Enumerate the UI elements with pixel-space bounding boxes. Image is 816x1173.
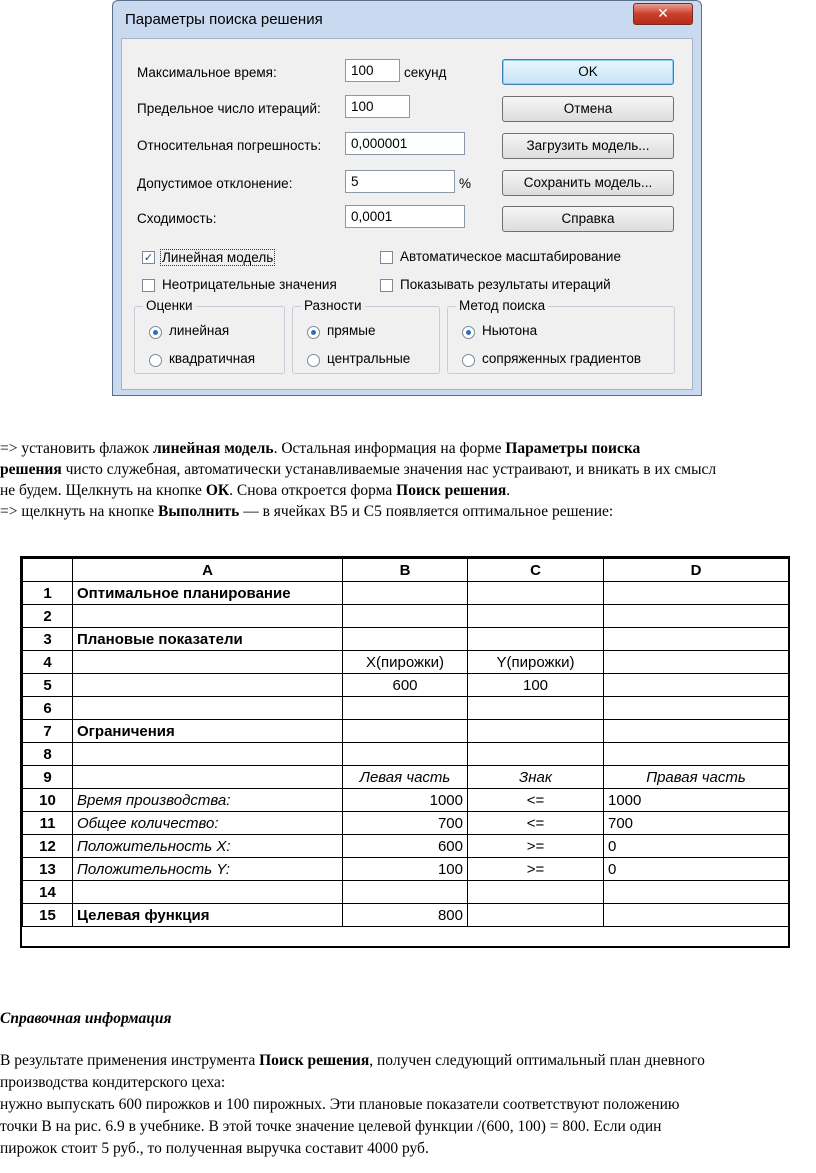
- tolerance-input[interactable]: 5: [345, 170, 455, 193]
- table-row: [23, 720, 789, 743]
- cell-a10: Время производства:: [73, 789, 343, 812]
- search-method-group-title: Метод поиска: [456, 298, 548, 313]
- reference-line-2: производства кондитерского цеха:: [0, 1074, 226, 1091]
- dialog-body: [121, 38, 693, 390]
- column-header: C: [468, 559, 604, 582]
- table-row: [23, 582, 789, 605]
- cell-d15: [604, 904, 789, 927]
- linear-model-label[interactable]: Линейная модель: [162, 250, 274, 265]
- cell-c1: [468, 582, 604, 605]
- cell-d5: [604, 674, 789, 697]
- nonnegative-label[interactable]: Неотрицательные значения: [162, 277, 337, 292]
- cell-d4: [604, 651, 789, 674]
- cell-b14: [343, 881, 468, 904]
- convergence-input[interactable]: 0,0001: [345, 205, 465, 228]
- solver-options-dialog: [112, 0, 702, 396]
- table-row: [23, 812, 789, 835]
- table-row: [23, 743, 789, 766]
- reference-line-3: нужно выпускать 600 пирожков и 100 пирожных. Эти плановые показатели соответствуют положению: [0, 1096, 680, 1113]
- cell-c12: >=: [468, 835, 604, 858]
- cell-b6: [343, 697, 468, 720]
- search-method-group: [447, 298, 675, 374]
- cell-a5: [73, 674, 343, 697]
- row-number: 4: [23, 651, 73, 674]
- cell-b9: Левая часть: [343, 766, 468, 789]
- column-header-row: [23, 559, 789, 582]
- max-time-input[interactable]: 100: [345, 59, 400, 82]
- cell-d12: 0: [604, 835, 789, 858]
- auto-scale-label[interactable]: Автоматическое масштабирование: [400, 249, 621, 264]
- cell-c2: [468, 605, 604, 628]
- max-time-label: Максимальное время:: [137, 65, 277, 80]
- cell-b8: [343, 743, 468, 766]
- convergence-label: Сходимость:: [137, 211, 217, 226]
- row-number: 14: [23, 881, 73, 904]
- cell-c11: <=: [468, 812, 604, 835]
- cell-d3: [604, 628, 789, 651]
- cell-c15: [468, 904, 604, 927]
- column-header: A: [73, 559, 343, 582]
- reference-line-5: пирожок стоит 5 руб., то полученная выручка составит 4000 руб.: [0, 1140, 429, 1157]
- show-iterations-label[interactable]: Показывать результаты итераций: [400, 277, 611, 292]
- row-number: 1: [23, 582, 73, 605]
- cell-a13: Положительность Y:: [73, 858, 343, 881]
- show-iterations-checkbox[interactable]: [380, 279, 393, 292]
- cell-b12: 600: [343, 835, 468, 858]
- cell-b11: 700: [343, 812, 468, 835]
- cell-d2: [604, 605, 789, 628]
- cell-d13: 0: [604, 858, 789, 881]
- instruction-line-4: => щелкнуть на кнопке Выполнить — в ячейках B5 и C5 появляется оптимальное решение:: [0, 503, 614, 520]
- cell-b5: 600: [343, 674, 468, 697]
- iterations-label: Предельное число итераций:: [137, 101, 321, 116]
- cell-a14: [73, 881, 343, 904]
- iterations-input[interactable]: 100: [345, 95, 410, 118]
- cell-c14: [468, 881, 604, 904]
- cell-b13: 100: [343, 858, 468, 881]
- cell-d7: [604, 720, 789, 743]
- row-number: 8: [23, 743, 73, 766]
- dialog-title: Параметры поиска решения: [125, 11, 323, 28]
- cell-a11: Общее количество:: [73, 812, 343, 835]
- table-row: [23, 766, 789, 789]
- instruction-line-2: решения чисто служебная, автоматически устанавливаемые значения нас устраивают, и вникать в их смысл: [0, 461, 717, 478]
- column-header: D: [604, 559, 789, 582]
- check-icon: ✓: [143, 251, 154, 264]
- table-row: [23, 605, 789, 628]
- linear-model-checkbox[interactable]: [142, 251, 155, 264]
- table-row: [23, 628, 789, 651]
- cell-b10: 1000: [343, 789, 468, 812]
- row-number: 10: [23, 789, 73, 812]
- estimates-linear-radio[interactable]: [149, 326, 162, 339]
- row-number: 3: [23, 628, 73, 651]
- method-conjugate-radio[interactable]: [462, 354, 475, 367]
- cell-d10: 1000: [604, 789, 789, 812]
- cell-d9: Правая часть: [604, 766, 789, 789]
- method-conjugate-label[interactable]: сопряженных градиентов: [482, 351, 642, 366]
- differences-group-title: Разности: [301, 298, 365, 313]
- cell-c9: Знак: [468, 766, 604, 789]
- row-number: 12: [23, 835, 73, 858]
- ok-button[interactable]: OK: [502, 59, 674, 85]
- cell-a2: [73, 605, 343, 628]
- load-model-button[interactable]: Загрузить модель...: [502, 133, 674, 159]
- row-number: 15: [23, 904, 73, 927]
- cell-c10: <=: [468, 789, 604, 812]
- close-icon: ✕: [657, 6, 669, 22]
- differences-forward-label[interactable]: прямые: [327, 323, 376, 338]
- cell-a15: Целевая функция: [73, 904, 343, 927]
- table-row: [23, 789, 789, 812]
- cell-d14: [604, 881, 789, 904]
- cell-d11: 700: [604, 812, 789, 835]
- cell-a4: [73, 651, 343, 674]
- tolerance-label: Допустимое отклонение:: [137, 176, 293, 191]
- estimates-quadratic-radio[interactable]: [149, 354, 162, 367]
- cell-a1: Оптимальное планирование: [73, 582, 343, 605]
- cell-c6: [468, 697, 604, 720]
- save-model-button[interactable]: Сохранить модель...: [502, 170, 674, 196]
- cell-b1: [343, 582, 468, 605]
- row-number: 2: [23, 605, 73, 628]
- differences-group: [292, 298, 440, 374]
- row-number: 13: [23, 858, 73, 881]
- close-button[interactable]: [633, 3, 693, 25]
- cell-a7: Ограничения: [73, 720, 343, 743]
- spreadsheet-table: [22, 558, 789, 927]
- table-row: [23, 881, 789, 904]
- table-row: [23, 697, 789, 720]
- method-newton-radio[interactable]: [462, 326, 475, 339]
- cell-d8: [604, 743, 789, 766]
- row-number: 6: [23, 697, 73, 720]
- cell-c7: [468, 720, 604, 743]
- corner-cell: [23, 559, 73, 582]
- cell-d1: [604, 582, 789, 605]
- reference-line-1: В результате применения инструмента Поиск решения, получен следующий оптимальный план дневного: [0, 1052, 705, 1069]
- dialog-titlebar[interactable]: [113, 1, 701, 37]
- table-row: [23, 904, 789, 927]
- reference-heading: Справочная информация: [0, 1010, 172, 1027]
- table-row: [23, 674, 789, 697]
- cell-c8: [468, 743, 604, 766]
- cell-c3: [468, 628, 604, 651]
- table-row: [23, 835, 789, 858]
- cell-a8: [73, 743, 343, 766]
- help-button[interactable]: Справка: [502, 206, 674, 232]
- cell-c13: >=: [468, 858, 604, 881]
- cell-d6: [604, 697, 789, 720]
- estimates-quadratic-label[interactable]: квадратичная: [169, 351, 256, 366]
- cell-b3: [343, 628, 468, 651]
- row-number: 5: [23, 674, 73, 697]
- tolerance-unit: %: [459, 176, 472, 191]
- estimates-linear-label[interactable]: линейная: [169, 323, 230, 338]
- cell-b7: [343, 720, 468, 743]
- cell-a12: Положительность X:: [73, 835, 343, 858]
- method-newton-label[interactable]: Ньютона: [482, 323, 538, 338]
- cell-a3: Плановые показатели: [73, 628, 343, 651]
- nonnegative-checkbox[interactable]: [142, 279, 155, 292]
- estimates-group-title: Оценки: [143, 298, 196, 313]
- estimates-group: [134, 298, 285, 374]
- instruction-line-1: => установить флажок линейная модель. Остальная информация на форме Параметры поиска: [0, 440, 641, 457]
- cell-a9: [73, 766, 343, 789]
- cell-c5: 100: [468, 674, 604, 697]
- auto-scale-checkbox[interactable]: [380, 251, 393, 264]
- precision-input[interactable]: 0,000001: [345, 132, 465, 155]
- differences-central-radio[interactable]: [307, 354, 320, 367]
- cell-a6: [73, 697, 343, 720]
- table-row: [23, 858, 789, 881]
- cell-b2: [343, 605, 468, 628]
- differences-forward-radio[interactable]: [307, 326, 320, 339]
- max-time-unit: секунд: [404, 65, 447, 80]
- row-number: 11: [23, 812, 73, 835]
- precision-label: Относительная погрешность:: [137, 138, 322, 153]
- table-row: [23, 651, 789, 674]
- row-number: 7: [23, 720, 73, 743]
- instruction-line-3: не будем. Щелкнуть на кнопке ОК. Снова откроется форма Поиск решения.: [0, 482, 511, 499]
- cancel-button[interactable]: Отмена: [502, 96, 674, 122]
- cell-b15: 800: [343, 904, 468, 927]
- cell-c4: Y(пирожки): [468, 651, 604, 674]
- row-number: 9: [23, 766, 73, 789]
- reference-line-4: точки B на рис. 6.9 в учебнике. В этой точке значение целевой функции /(600, 100) = 800. Если один: [0, 1118, 662, 1135]
- differences-central-label[interactable]: центральные: [327, 351, 411, 366]
- cell-b4: X(пирожки): [343, 651, 468, 674]
- column-header: B: [343, 559, 468, 582]
